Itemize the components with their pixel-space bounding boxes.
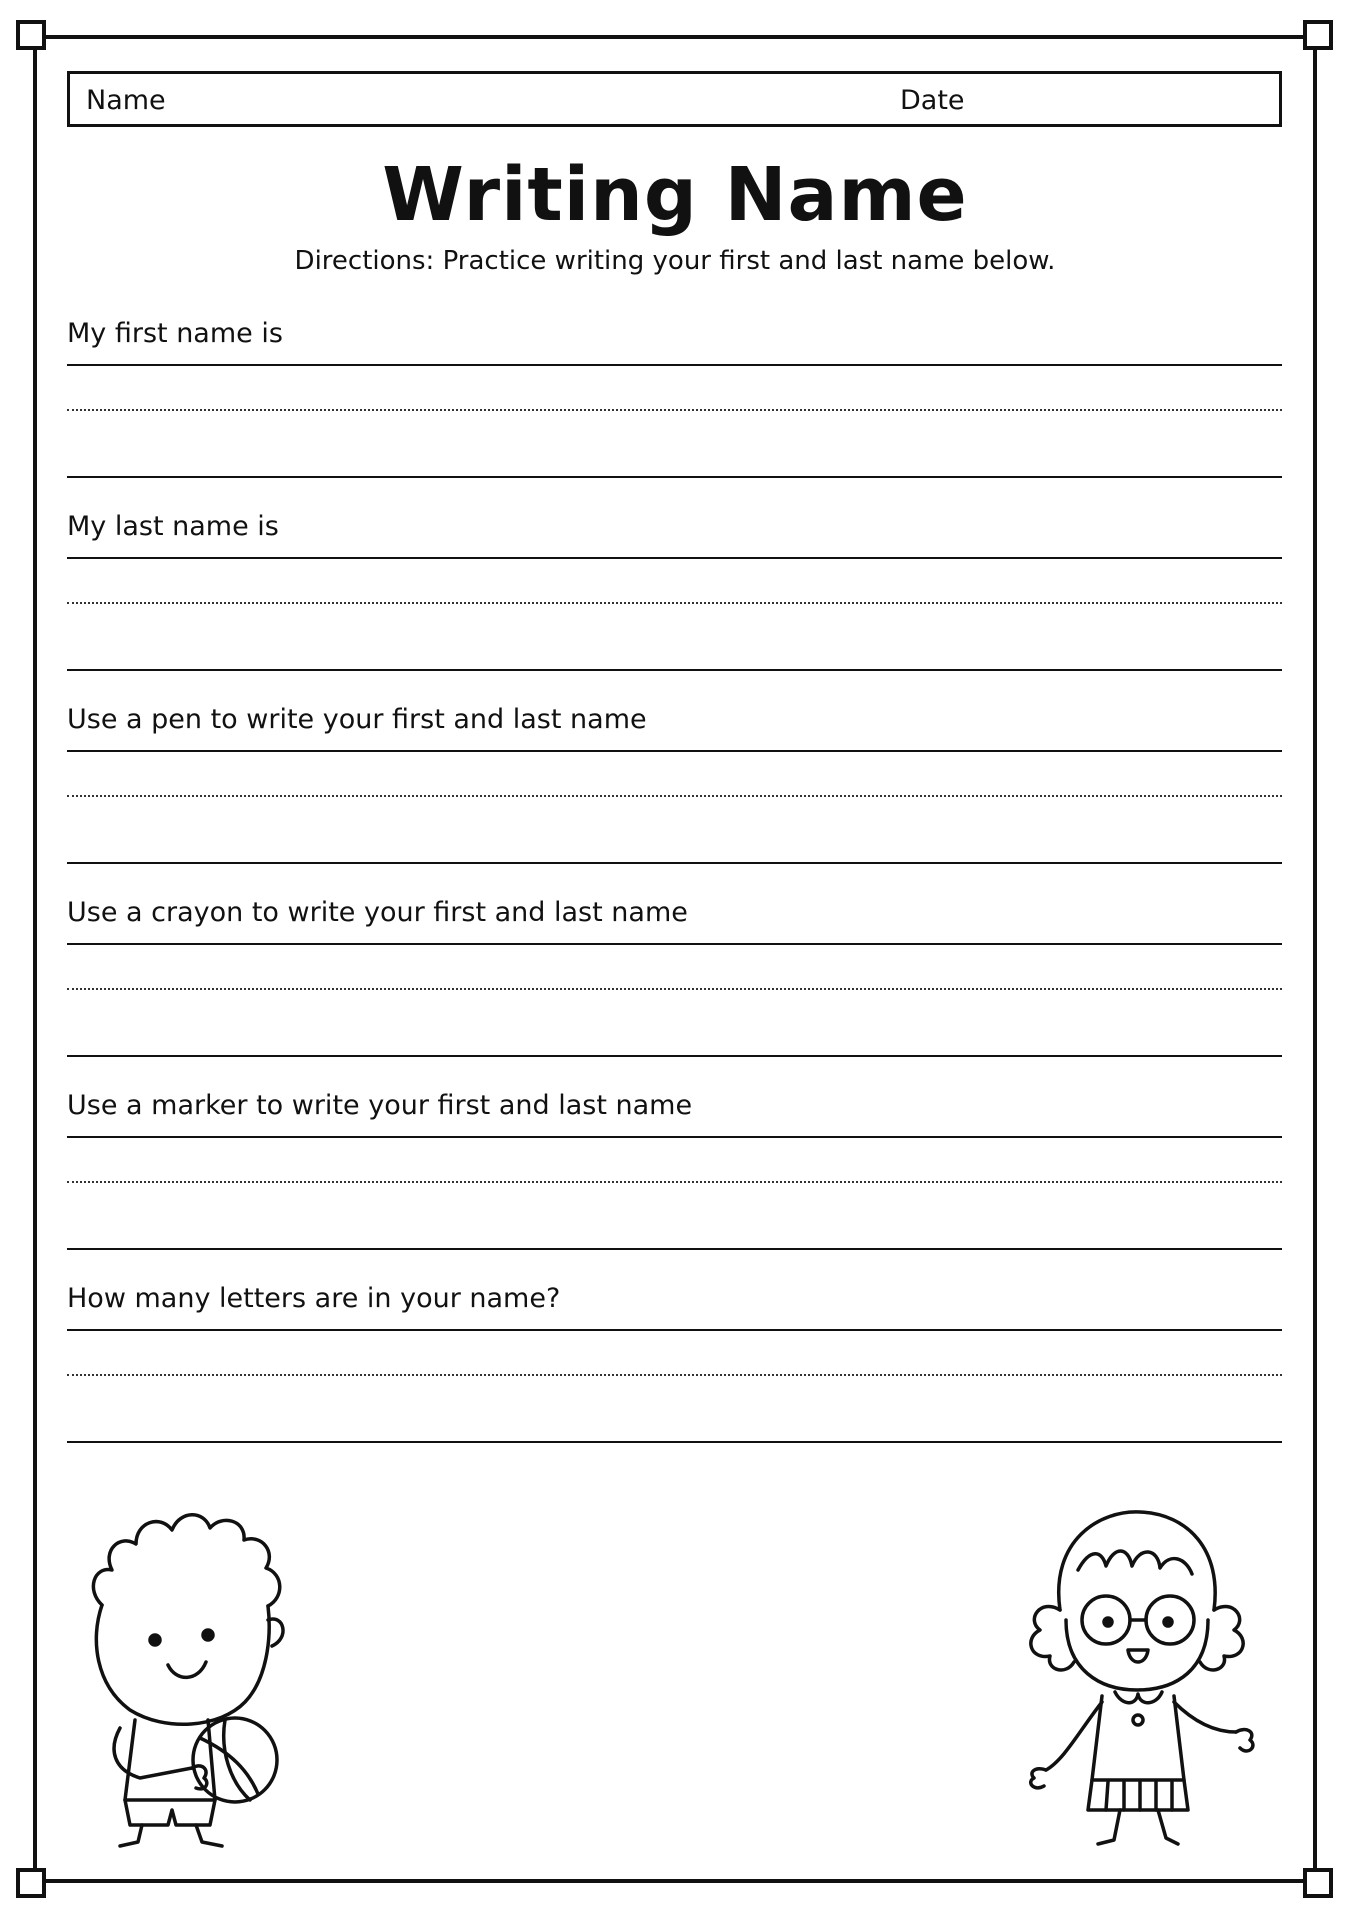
writing-section-last-name — [67, 511, 1282, 641]
writing-dotted-line[interactable] — [67, 1181, 1282, 1183]
writing-bottom-line[interactable] — [67, 1248, 1282, 1250]
writing-dotted-line[interactable] — [67, 795, 1282, 797]
section-prompt: How many letters are in your name? — [67, 1283, 561, 1314]
writing-bottom-line[interactable] — [67, 862, 1282, 864]
writing-bottom-line[interactable] — [67, 1055, 1282, 1057]
writing-dotted-line[interactable] — [67, 988, 1282, 990]
writing-dotted-line[interactable] — [67, 409, 1282, 411]
writing-top-line[interactable] — [67, 557, 1282, 559]
writing-section-letter-count — [67, 1283, 1282, 1413]
section-prompt: Use a crayon to write your first and last name — [67, 897, 688, 928]
girl-with-glasses-icon — [1010, 1470, 1270, 1850]
section-prompt: My last name is — [67, 511, 279, 542]
corner-square-icon — [1303, 20, 1333, 50]
writing-top-line[interactable] — [67, 750, 1282, 752]
writing-section-marker — [67, 1090, 1282, 1220]
writing-bottom-line[interactable] — [67, 669, 1282, 671]
writing-section-first-name — [67, 318, 1282, 448]
section-prompt: My first name is — [67, 318, 283, 349]
name-label: Name — [86, 85, 166, 116]
writing-dotted-line[interactable] — [67, 602, 1282, 604]
writing-top-line[interactable] — [67, 943, 1282, 945]
corner-square-icon — [1303, 1868, 1333, 1898]
date-label: Date — [900, 85, 965, 116]
name-date-box — [67, 71, 1282, 127]
section-prompt: Use a marker to write your first and last name — [67, 1090, 693, 1121]
writing-section-pen — [67, 704, 1282, 834]
writing-dotted-line[interactable] — [67, 1374, 1282, 1376]
corner-square-icon — [16, 1868, 46, 1898]
section-prompt: Use a pen to write your first and last name — [67, 704, 647, 735]
writing-top-line[interactable] — [67, 1329, 1282, 1331]
writing-top-line[interactable] — [67, 1136, 1282, 1138]
page-title: Writing Name — [382, 152, 968, 238]
writing-section-crayon — [67, 897, 1282, 1027]
writing-bottom-line[interactable] — [67, 1441, 1282, 1443]
writing-top-line[interactable] — [67, 364, 1282, 366]
directions-text: Directions: Practice writing your first and last name below. — [294, 246, 1056, 276]
writing-bottom-line[interactable] — [67, 476, 1282, 478]
corner-square-icon — [16, 20, 46, 50]
boy-with-ball-icon — [80, 1470, 310, 1850]
